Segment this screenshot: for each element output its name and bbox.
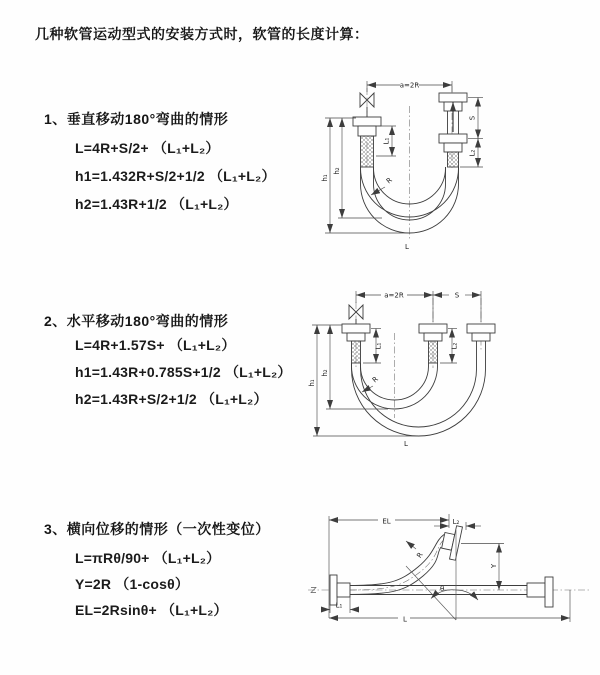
section-2-formula-h2: h2=1.43R+S/2+1/2 （L₁+L₂） (75, 391, 268, 407)
dim-label-s: S (468, 115, 477, 121)
dimension-s (433, 292, 481, 300)
diagram-lateral-displacement (298, 492, 598, 657)
left-flange (342, 324, 370, 363)
left-flange (330, 575, 350, 605)
dimension-l1 (363, 329, 383, 364)
dim-label-r: R (384, 176, 394, 186)
dim-label-span: a=2R (399, 81, 420, 90)
dim-label-h1: h₁ (321, 174, 329, 182)
dim-label-l: L (403, 615, 407, 624)
dim-label-h1: h₁ (308, 379, 316, 387)
dim-label-l2: L₂ (468, 149, 477, 157)
section-2-formula-L: L=4R+1.57S+ （L₁+L₂） (75, 337, 236, 353)
dim-label-y: Y (490, 563, 498, 569)
section-3-formula-L: L=πRθ/90+ （L₁+L₂） (75, 550, 221, 566)
middle-flange (419, 324, 447, 363)
dim-label-l: L (405, 243, 409, 251)
dim-label-h2: h₂ (321, 369, 329, 377)
dimension-el (329, 514, 449, 618)
radius-callout (406, 541, 425, 560)
section-3-heading: 3、横向位移的情形（一次性变位） (44, 521, 270, 537)
hose-u-bends (352, 341, 486, 436)
dim-label-s: S (454, 291, 460, 300)
section-3-formula-Y: Y=2R （1-cosθ） (75, 576, 190, 592)
dim-label-theta: θ (440, 585, 445, 593)
dimension-s (468, 98, 483, 139)
dimension-span (356, 291, 481, 322)
left-flange (353, 117, 381, 167)
section-3-formula-EL: EL=2Rsinθ+ （L₁+L₂） (75, 602, 228, 618)
displaced-end-flange (440, 524, 463, 561)
diagram-vertical-movement-180 (312, 68, 592, 264)
dim-label-l1: L₁ (382, 137, 391, 145)
centerlines (356, 298, 481, 418)
right-flange (467, 324, 495, 341)
dimension-l1 (376, 126, 396, 156)
section-2-formula-h1: h1=1.43R+0.785S+1/2 （L₁+L₂） (75, 364, 292, 380)
section-1-formula-h2: h2=1.43R+1/2 （L₁+L₂） (75, 196, 238, 212)
diagram-horizontal-movement-180 (303, 278, 600, 476)
dimension-l2 (440, 329, 459, 364)
section-1-formula-L: L=4R+S/2+ （L₁+L₂） (75, 140, 220, 156)
dim-label-l: L (404, 440, 408, 448)
dimension-l1 (322, 597, 358, 613)
dim-label-span: a=2R (384, 291, 404, 300)
right-pipe-assembly (439, 93, 467, 167)
radius-callout (362, 375, 380, 392)
dim-label-l2: L₂ (452, 518, 460, 526)
dim-label-el: EL (382, 517, 391, 526)
dim-label-l2: L₂ (450, 342, 459, 350)
dim-label-h2: h₂ (333, 167, 341, 175)
dim-label-r: R (415, 551, 425, 560)
dimension-h1 (308, 325, 417, 436)
section-1-formula-h1: h1=1.432R+S/2+1/2 （L₁+L₂） (75, 168, 276, 184)
dim-label-l1: L₁ (374, 342, 383, 350)
dimension-y (461, 544, 504, 591)
right-flange (527, 577, 553, 607)
dimension-span (367, 81, 452, 92)
page-title: 几种软管运动型式的安装方式时，软管的长度计算： (35, 26, 369, 42)
section-1-heading: 1、垂直移动180°弯曲的情形 (44, 111, 229, 127)
section-2-heading: 2、水平移动180°弯曲的情形 (44, 313, 229, 329)
dim-label-l1: L₁ (335, 601, 343, 610)
dim-label-r: R (370, 375, 380, 385)
